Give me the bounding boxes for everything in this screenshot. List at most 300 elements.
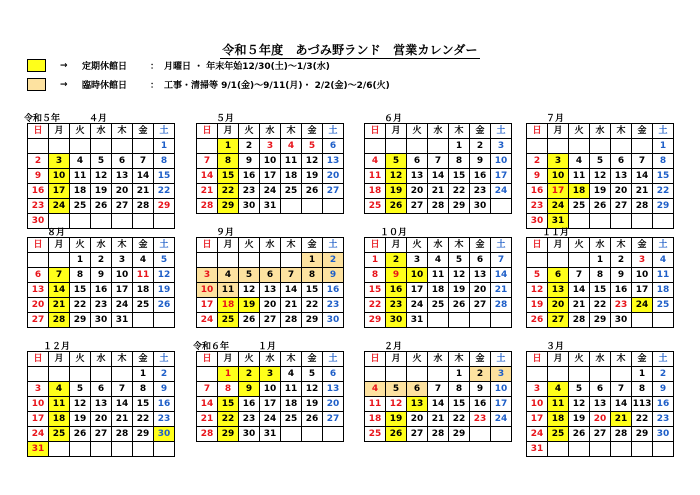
empty-cell	[154, 313, 175, 328]
day-cell: 15	[449, 169, 470, 184]
day-cell: 15	[590, 283, 611, 298]
day-cell: 7	[569, 268, 590, 283]
day-cell: 30	[653, 427, 674, 442]
day-cell: 10	[491, 382, 512, 397]
weekday-header: 金	[133, 352, 154, 367]
day-cell: 19	[70, 412, 91, 427]
day-cell: 17	[260, 169, 281, 184]
day-cell: 7	[197, 154, 218, 169]
empty-cell	[470, 427, 491, 442]
weekday-header: 火	[407, 238, 428, 253]
day-cell: 29	[302, 313, 323, 328]
day-cell: 1	[133, 367, 154, 382]
day-cell: 20	[470, 283, 491, 298]
day-cell: 22	[449, 412, 470, 427]
day-cell: 4	[70, 154, 91, 169]
day-cell: 28	[428, 427, 449, 442]
day-cell: 15	[218, 397, 239, 412]
day-cell: 25	[49, 427, 70, 442]
day-cell: 14	[281, 283, 302, 298]
empty-cell	[28, 367, 49, 382]
day-cell: 20	[590, 412, 611, 427]
day-cell: 24	[112, 298, 133, 313]
day-cell: 13	[611, 169, 632, 184]
day-cell: 26	[590, 199, 611, 214]
arrow-icon: →	[60, 60, 68, 71]
day-cell: 12	[154, 268, 175, 283]
weekday-header: 火	[407, 352, 428, 367]
day-cell: 19	[590, 184, 611, 199]
month-table	[364, 237, 512, 328]
day-cell: 7	[428, 154, 449, 169]
weekday-header: 月	[49, 124, 70, 139]
weekday-header: 月	[49, 238, 70, 253]
day-cell: 31	[28, 442, 49, 457]
weekday-header: 金	[302, 124, 323, 139]
day-cell: 20	[611, 184, 632, 199]
day-cell: 11	[428, 268, 449, 283]
day-cell: 19	[449, 283, 470, 298]
day-cell: 19	[569, 412, 590, 427]
day-cell: 15	[449, 397, 470, 412]
weekday-header: 木	[112, 238, 133, 253]
day-cell: 6	[407, 382, 428, 397]
weekday-header: 火	[239, 124, 260, 139]
day-cell: 25	[569, 199, 590, 214]
month-calendar	[27, 225, 170, 328]
era-year-label: 令和６年	[193, 342, 230, 352]
day-cell: 20	[323, 397, 344, 412]
day-cell: 10	[260, 154, 281, 169]
day-cell: 16	[239, 397, 260, 412]
legend-label: 定期休館日	[82, 62, 128, 72]
weekday-header: 水	[91, 238, 112, 253]
day-cell: 9	[653, 382, 674, 397]
day-cell: 25	[365, 199, 386, 214]
day-cell: 27	[28, 313, 49, 328]
weekday-header: 水	[91, 352, 112, 367]
day-cell: 11	[653, 268, 674, 283]
month-table	[526, 237, 674, 328]
empty-cell	[527, 139, 548, 154]
day-cell: 28	[632, 199, 653, 214]
empty-cell	[323, 199, 344, 214]
day-cell: 1	[218, 139, 239, 154]
day-cell: 16	[28, 184, 49, 199]
day-cell: 8	[70, 268, 91, 283]
day-cell: 8	[653, 154, 674, 169]
day-cell: 2	[653, 367, 674, 382]
empty-cell	[91, 367, 112, 382]
weekday-header: 土	[653, 124, 674, 139]
day-cell: 2	[239, 367, 260, 382]
empty-cell	[260, 253, 281, 268]
day-cell: 13	[470, 268, 491, 283]
day-cell: 5	[70, 382, 91, 397]
weekday-header: 金	[470, 238, 491, 253]
day-cell: 18	[569, 184, 590, 199]
month-header	[196, 225, 339, 237]
day-cell: 16	[527, 184, 548, 199]
empty-cell	[527, 253, 548, 268]
weekday-header: 水	[590, 352, 611, 367]
day-cell: 10	[260, 382, 281, 397]
day-cell: 22	[218, 412, 239, 427]
empty-cell	[281, 253, 302, 268]
empty-cell	[323, 427, 344, 442]
day-cell: 26	[386, 199, 407, 214]
empty-cell	[428, 139, 449, 154]
day-cell: 8	[449, 382, 470, 397]
weekday-header: 木	[112, 124, 133, 139]
day-cell: 8	[218, 382, 239, 397]
day-cell: 21	[428, 412, 449, 427]
weekday-header: 水	[590, 238, 611, 253]
weekday-header: 日	[28, 124, 49, 139]
day-cell: 17	[28, 412, 49, 427]
day-cell: 5	[154, 253, 175, 268]
day-cell: 29	[632, 427, 653, 442]
day-cell: 22	[70, 298, 91, 313]
day-cell: 15	[133, 397, 154, 412]
day-cell: 12	[239, 283, 260, 298]
month-header	[24, 111, 170, 124]
day-cell: 21	[491, 283, 512, 298]
day-cell: 1	[70, 253, 91, 268]
empty-cell	[428, 313, 449, 328]
empty-cell	[302, 427, 323, 442]
empty-cell	[632, 313, 653, 328]
empty-cell	[49, 442, 70, 457]
weekday-header: 日	[365, 238, 386, 253]
month-label: １１月	[542, 228, 570, 238]
day-cell: 30	[323, 313, 344, 328]
day-cell: 6	[470, 253, 491, 268]
weekday-header: 金	[133, 238, 154, 253]
day-cell: 9	[527, 169, 548, 184]
day-cell: 9	[91, 268, 112, 283]
legend-label: 臨時休館日	[82, 81, 128, 91]
day-cell: 22	[218, 184, 239, 199]
day-cell: 28	[112, 427, 133, 442]
arrow-icon: →	[60, 79, 68, 90]
day-cell: 16	[386, 283, 407, 298]
day-cell: 12	[302, 154, 323, 169]
day-cell: 29	[590, 313, 611, 328]
day-cell: 7	[632, 154, 653, 169]
day-cell: 17	[491, 169, 512, 184]
weekday-header: 水	[91, 124, 112, 139]
empty-cell	[197, 253, 218, 268]
day-cell: 8	[302, 268, 323, 283]
day-cell: 14	[197, 397, 218, 412]
day-cell: 3	[112, 253, 133, 268]
day-cell: 22	[365, 298, 386, 313]
day-cell: 1	[302, 253, 323, 268]
month-label: ５月	[216, 114, 235, 124]
empty-cell	[590, 442, 611, 457]
day-cell: 18	[365, 184, 386, 199]
day-cell: 20	[91, 412, 112, 427]
day-cell: 21	[197, 412, 218, 427]
weekday-header: 金	[133, 124, 154, 139]
month-header	[526, 339, 669, 351]
empty-cell	[611, 139, 632, 154]
day-cell: 24	[491, 412, 512, 427]
day-cell: 31	[260, 427, 281, 442]
weekday-header: 木	[611, 124, 632, 139]
day-cell: 29	[653, 199, 674, 214]
weekday-header: 日	[197, 238, 218, 253]
day-cell: 11	[70, 169, 91, 184]
day-cell: 29	[133, 427, 154, 442]
day-cell: 11	[365, 169, 386, 184]
day-cell: 18	[218, 298, 239, 313]
day-cell: 7	[112, 382, 133, 397]
day-cell: 26	[386, 427, 407, 442]
day-cell: 2	[611, 253, 632, 268]
weekday-header: 金	[302, 352, 323, 367]
day-cell: 6	[611, 154, 632, 169]
day-cell: 8	[218, 154, 239, 169]
empty-cell	[386, 139, 407, 154]
day-cell: 5	[590, 154, 611, 169]
day-cell: 21	[133, 184, 154, 199]
legend-swatch-regular	[27, 59, 46, 72]
day-cell: 28	[133, 199, 154, 214]
legend-regular-closed	[27, 59, 330, 72]
day-cell: 28	[197, 199, 218, 214]
month-table	[526, 351, 674, 457]
weekday-header: 日	[197, 124, 218, 139]
weekday-header: 火	[569, 124, 590, 139]
empty-cell	[197, 367, 218, 382]
day-cell: 26	[302, 412, 323, 427]
day-cell: 17	[491, 397, 512, 412]
day-cell: 23	[91, 298, 112, 313]
month-header	[364, 111, 507, 123]
day-cell: 29	[218, 427, 239, 442]
day-cell: 19	[527, 298, 548, 313]
day-cell: 19	[302, 169, 323, 184]
month-header	[526, 111, 669, 123]
day-cell: 24	[28, 427, 49, 442]
empty-cell	[449, 313, 470, 328]
day-cell: 10	[632, 268, 653, 283]
day-cell: 9	[239, 154, 260, 169]
day-cell: 13	[28, 283, 49, 298]
day-cell: 9	[386, 268, 407, 283]
weekday-header: 月	[548, 352, 569, 367]
day-cell: 1	[632, 367, 653, 382]
day-cell: 5	[302, 367, 323, 382]
empty-cell	[28, 139, 49, 154]
day-cell: 8	[365, 268, 386, 283]
empty-cell	[548, 253, 569, 268]
month-label: ４月	[89, 114, 108, 124]
day-cell: 26	[91, 199, 112, 214]
empty-cell	[91, 442, 112, 457]
month-table	[27, 123, 175, 229]
day-cell: 8	[590, 268, 611, 283]
day-cell: 5	[527, 268, 548, 283]
day-cell: 12	[449, 268, 470, 283]
day-cell: 26	[70, 427, 91, 442]
day-cell: 20	[407, 184, 428, 199]
empty-cell	[281, 427, 302, 442]
weekday-header: 日	[28, 352, 49, 367]
day-cell: 5	[386, 154, 407, 169]
day-cell: 4	[281, 139, 302, 154]
empty-cell	[491, 427, 512, 442]
weekday-header: 日	[527, 124, 548, 139]
day-cell: 25	[365, 427, 386, 442]
day-cell: 3	[632, 253, 653, 268]
day-cell: 6	[323, 139, 344, 154]
day-cell: 1	[449, 139, 470, 154]
day-cell: 18	[428, 283, 449, 298]
day-cell: 6	[590, 382, 611, 397]
empty-cell	[611, 442, 632, 457]
weekday-header: 金	[632, 352, 653, 367]
month-header	[27, 225, 170, 237]
empty-cell	[407, 367, 428, 382]
day-cell: 8	[632, 382, 653, 397]
month-table	[196, 123, 344, 214]
weekday-header: 水	[428, 124, 449, 139]
day-cell: 28	[49, 313, 70, 328]
day-cell: 30	[91, 313, 112, 328]
day-cell: 6	[260, 268, 281, 283]
day-cell: 28	[491, 298, 512, 313]
weekday-header: 水	[428, 238, 449, 253]
empty-cell	[548, 442, 569, 457]
weekday-header: 金	[470, 124, 491, 139]
legend-swatch-temporary	[27, 78, 46, 91]
day-cell: 26	[527, 313, 548, 328]
day-cell: 22	[302, 298, 323, 313]
day-cell: 21	[569, 298, 590, 313]
day-cell: 13	[112, 169, 133, 184]
day-cell: 21	[611, 412, 632, 427]
day-cell: 18	[70, 184, 91, 199]
day-cell: 23	[653, 412, 674, 427]
day-cell: 14	[569, 283, 590, 298]
day-cell: 1	[653, 139, 674, 154]
weekday-header: 水	[428, 352, 449, 367]
month-label: １２月	[43, 342, 71, 352]
day-cell: 8	[133, 382, 154, 397]
weekday-header: 金	[302, 238, 323, 253]
empty-cell	[28, 253, 49, 268]
day-cell: 4	[428, 253, 449, 268]
day-cell: 8	[154, 154, 175, 169]
day-cell: 7	[197, 382, 218, 397]
day-cell: 9	[154, 382, 175, 397]
empty-cell	[49, 139, 70, 154]
day-cell: 6	[28, 268, 49, 283]
weekday-header: 月	[548, 124, 569, 139]
weekday-header: 土	[323, 238, 344, 253]
weekday-header: 月	[386, 238, 407, 253]
day-cell: 7	[611, 382, 632, 397]
day-cell: 20	[323, 169, 344, 184]
day-cell: 11	[548, 397, 569, 412]
day-cell: 25	[133, 298, 154, 313]
day-cell: 26	[239, 313, 260, 328]
day-cell: 13	[590, 397, 611, 412]
day-cell: 27	[470, 298, 491, 313]
empty-cell	[632, 139, 653, 154]
empty-cell	[548, 139, 569, 154]
day-cell: 23	[470, 412, 491, 427]
weekday-header: 水	[590, 124, 611, 139]
day-cell: 13	[407, 397, 428, 412]
day-cell: 28	[281, 313, 302, 328]
day-cell: 13	[91, 397, 112, 412]
day-cell: 11	[569, 169, 590, 184]
weekday-header: 火	[407, 124, 428, 139]
day-cell: 10	[548, 169, 569, 184]
day-cell: 5	[386, 382, 407, 397]
day-cell: 4	[365, 382, 386, 397]
day-cell: 10	[197, 283, 218, 298]
month-calendar	[526, 111, 669, 229]
day-cell: 30	[239, 199, 260, 214]
day-cell: 29	[449, 427, 470, 442]
day-cell: 11	[281, 382, 302, 397]
day-cell: 14	[133, 169, 154, 184]
day-cell: 23	[239, 412, 260, 427]
day-cell: 13	[260, 283, 281, 298]
weekday-header: 火	[569, 352, 590, 367]
day-cell: 12	[70, 397, 91, 412]
day-cell: 29	[154, 199, 175, 214]
day-cell: 17	[548, 184, 569, 199]
weekday-header: 火	[239, 238, 260, 253]
day-cell: 6	[407, 154, 428, 169]
day-cell: 31	[548, 214, 569, 229]
day-cell: 6	[91, 382, 112, 397]
empty-cell	[590, 367, 611, 382]
day-cell: 15	[70, 283, 91, 298]
day-cell: 11	[49, 397, 70, 412]
empty-cell	[365, 367, 386, 382]
day-cell: 31	[407, 313, 428, 328]
empty-cell	[491, 199, 512, 214]
legend-colon: ：	[150, 62, 160, 72]
day-cell: 14	[428, 397, 449, 412]
day-cell: 16	[91, 283, 112, 298]
day-cell: 3	[28, 382, 49, 397]
month-table	[196, 237, 344, 328]
day-cell: 22	[449, 184, 470, 199]
day-cell: 4	[653, 253, 674, 268]
day-cell: 30	[154, 427, 175, 442]
month-calendar	[526, 225, 669, 328]
day-cell: 10	[491, 154, 512, 169]
empty-cell	[112, 367, 133, 382]
day-cell: 16	[323, 283, 344, 298]
month-calendar	[364, 339, 507, 442]
empty-cell	[154, 442, 175, 457]
empty-cell	[70, 139, 91, 154]
month-table	[196, 351, 344, 442]
day-cell: 10	[28, 397, 49, 412]
day-cell: 30	[239, 427, 260, 442]
day-cell: 28	[428, 199, 449, 214]
day-cell: 7	[428, 382, 449, 397]
